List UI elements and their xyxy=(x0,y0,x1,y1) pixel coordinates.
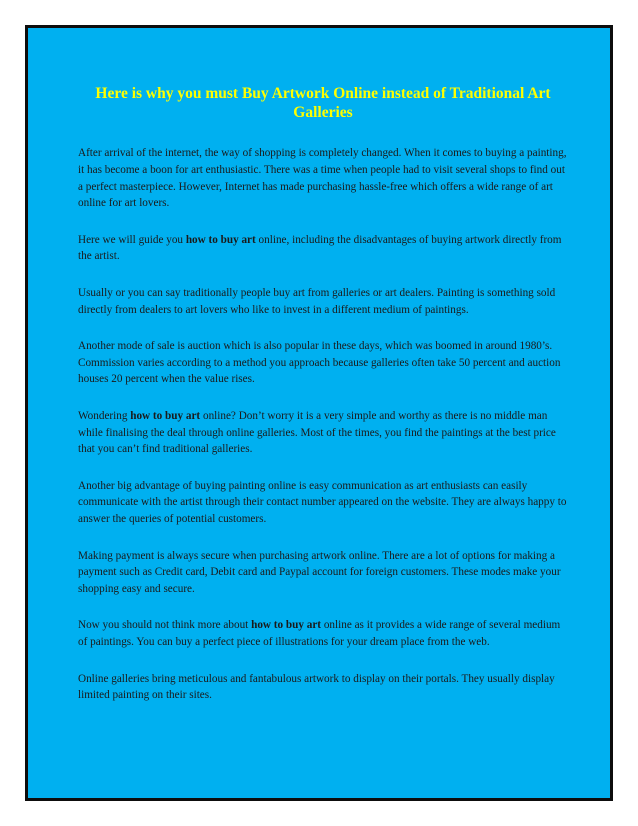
paragraph-text: Usually or you can say traditionally people buy art from galleries or art dealers. Painting is something sold directly from dealers to art lovers who like to invest in a different medium of paintings. xyxy=(78,286,556,316)
paragraph-text: Another mode of sale is auction which is also popular in these days, which was boomed in around 1980’s. Commission varies according to a method you approach because galleries often take 50 percent and auction houses 20 percent when the value rises. xyxy=(78,339,561,386)
paragraph-text: Now you should not think more about xyxy=(78,619,252,632)
paragraph-text: Online galleries bring meticulous and fantabulous artwork to display on their portals. They usually display limited painting on their sites. xyxy=(78,672,555,702)
body-paragraph xyxy=(78,671,568,705)
paragraph-text: Here we will guide you xyxy=(78,233,186,246)
paragraph-text: online? Don’t worry it is a very simple and worthy as there is no middle man while finalising the deal through online galleries. Most of the times, you find the paintings at the best price that you can’t find traditional galleries. xyxy=(78,409,556,456)
document-title: Here is why you must Buy Artwork Online instead of Traditional Art Galleries xyxy=(95,85,551,121)
body-paragraph xyxy=(78,338,568,388)
body-paragraph xyxy=(78,232,568,266)
paragraph-text: online as it provides a wide range of several medium of paintings. You can buy a perfect piece of illustrations for your dream place from the web. xyxy=(78,619,561,649)
bold-keyword: how to buy art xyxy=(130,409,201,422)
body-paragraph xyxy=(78,285,568,319)
body-paragraph xyxy=(78,145,568,212)
body-paragraph xyxy=(78,617,568,651)
body-paragraph xyxy=(78,478,568,528)
body-paragraph xyxy=(78,408,568,458)
document-page xyxy=(25,25,613,801)
paragraph-text: Making payment is always secure when purchasing artwork online. There are a lot of options for making a payment such as Credit card, Debit card and Paypal account for foreign customers. These modes make your shopping easy and secure. xyxy=(78,549,561,596)
paragraph-text: After arrival of the internet, the way of shopping is completely changed. When it comes to buying a painting, it has become a boon for art enthusiastic. There was a time when people had to visit several shops to find out a perfect masterpiece. However, Internet has made purchasing hassle-free which offers a wide range of art online for art lovers. xyxy=(78,147,567,210)
paragraph-text: Wondering xyxy=(78,409,131,422)
document-content xyxy=(78,84,568,724)
bold-keyword: how to buy art xyxy=(185,233,256,246)
body-paragraph xyxy=(78,548,568,598)
paragraph-text: Another big advantage of buying painting online is easy communication as art enthusiasts can easily communicate with the artist through their contact number appeared on the website. They are always happy to answer the queries of potential customers. xyxy=(78,479,567,526)
paragraph-text: online, including the disadvantages of buying artwork directly from the artist. xyxy=(78,233,562,263)
paragraph-list xyxy=(78,145,568,704)
bold-keyword: how to buy art xyxy=(251,619,322,632)
